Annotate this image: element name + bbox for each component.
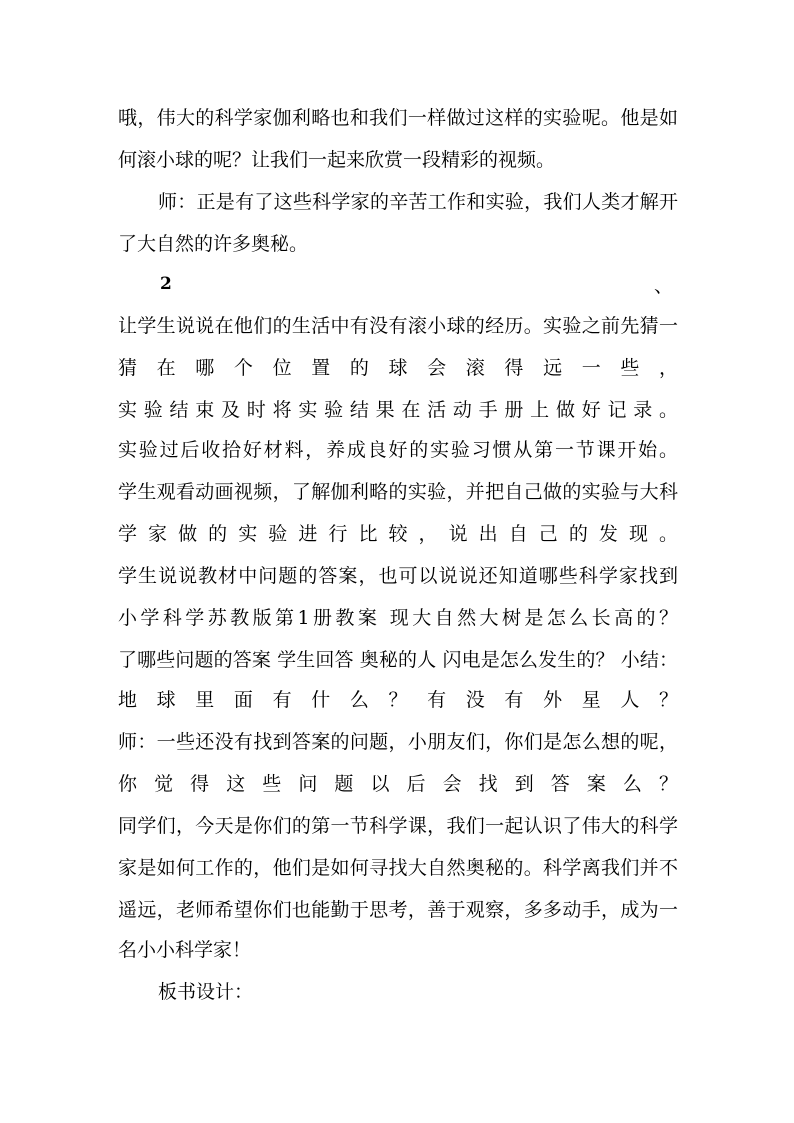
paragraph-line: 遥远，老师希望你们也能勤于思考，善于观察，多多动手，成为一 <box>118 899 678 921</box>
paragraph-line: 地 球 里 面 有 什 么 ？ 有 没 有 外 星 人 ？ <box>118 689 678 711</box>
paragraph-line: 实验结束及时将实验结果在活动手册上做好记录。 <box>118 399 678 421</box>
paragraph-line: 师：正是有了这些科学家的辛苦工作和实验，我们人类才解开 <box>158 191 678 213</box>
paragraph-line: 师：一些还没有找到答案的问题，小朋友们，你们是怎么想的呢， <box>118 731 678 753</box>
paragraph-line: 猜 在 哪 个 位 置 的 球 会 滚 得 远 一 些 ， <box>118 357 678 379</box>
paragraph-line: 学生说说教材中问题的答案，也可以说说还知道哪些科学家找到 <box>118 565 678 587</box>
paragraph-line: 何滚小球的呢？让我们一起来欣赏一段精彩的视频。 <box>118 149 556 171</box>
paragraph-line: 同学们，今天是你们的第一节科学课，我们一起认识了伟大的科学 <box>118 815 678 837</box>
paragraph-line: 学 家 做 的 实 验 进 行 比 较 ， 说 出 自 己 的 发 现 。 <box>118 523 678 545</box>
step-number: 2 <box>160 274 172 294</box>
list-mark: 、 <box>654 275 674 297</box>
paragraph-line: 哦，伟大的科学家伽利略也和我们一样做过这样的实验呢。他是如 <box>118 107 678 129</box>
paragraph-line: 家是如何工作的，他们是如何寻找大自然奥秘的。科学离我们并不 <box>118 857 678 879</box>
paragraph-line: 名小小科学家！ <box>118 939 252 961</box>
paragraph-line: 小学科学苏教版第1册教案 现大自然大树是怎么长高的？ <box>118 607 678 629</box>
paragraph-line: 让学生说说在他们的生活中有没有滚小球的经历。实验之前先猜一 <box>118 315 678 337</box>
paragraph-line: 学生观看动画视频，了解伽利略的实验，并把自己做的实验与大科 <box>118 481 678 503</box>
paragraph-line: 了哪些问题的答案 学生回答 奥秘的人 闪电是怎么发生的？ 小结： <box>118 649 678 671</box>
paragraph-line: 你 觉 得 这 些 问 题 以 后 会 找 到 答 案 么 ？ <box>118 773 678 795</box>
section-heading: 板书设计： <box>158 981 254 1003</box>
paragraph-line: 实验过后收拾好材料，养成良好的实验习惯从第一节课开始。 <box>118 439 678 461</box>
paragraph-line: 了大自然的许多奥秘。 <box>118 233 309 255</box>
